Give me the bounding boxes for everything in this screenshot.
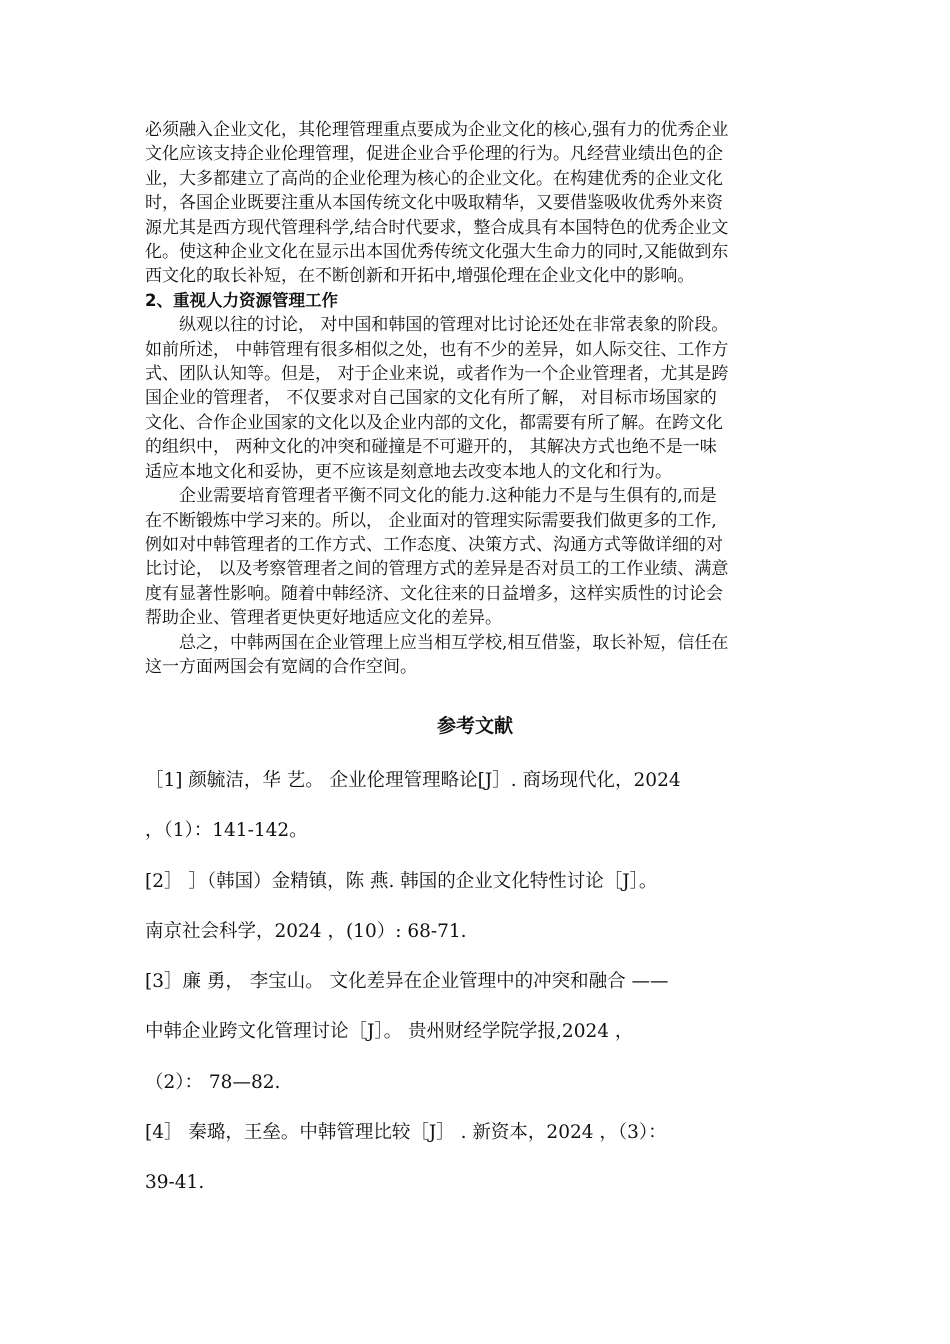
reference-line: [2］ ］（韩国）金精镇，陈 燕. 韩国的企业文化特性讨论［J］。 [145, 870, 658, 892]
text-line: 文化、合作企业国家的文化以及企业内部的文化，都需要有所了解。在跨文化 [145, 412, 723, 433]
text-line: 必须融入企业文化，其伦理管理重点要成为企业文化的核心,强有力的优秀企业 [145, 120, 729, 140]
reference-line: （2）： 78—82. [145, 1071, 281, 1093]
reference-line: 39-41. [145, 1172, 205, 1194]
reference-line: ［1] 颜毓洁，华 艺。 企业伦理管理略论[J］. 商场现代化，2024 [145, 770, 681, 791]
text-line: 的组织中， 两种文化的冲突和碰撞是不可避开的， 其解决方式也绝不是一味 [145, 437, 717, 458]
text-line: 比讨论， 以及考察管理者之间的管理方式的差异是否对员工的工作业绩、满意 [145, 559, 729, 580]
reference-line: 中韩企业跨文化管理讨论［J］。 贵州财经学院学报,2024 ， [145, 1021, 634, 1043]
text-line: 企业需要培育管理者平衡不同文化的能力.这种能力不是与生俱有的,而是 [179, 486, 717, 507]
paragraph-culture [145, 118, 805, 289]
paragraph-comparison [145, 313, 805, 484]
references-title: 参考文献 [436, 715, 513, 737]
reference-line: [4］ 秦璐，王垒。中韩管理比较［J］ . 新资本，2024 ，（3）： [145, 1122, 667, 1144]
text-line: 纵观以往的讨论， 对中国和韩国的管理对比讨论还处在非常表象的阶段。 [179, 315, 729, 336]
text-line: 式、团队认知等。但是， 对于企业来说，或者作为一个企业管理者，尤其是跨 [145, 364, 729, 385]
paragraph-managers [145, 484, 805, 630]
text-line: 总之，中韩两国在企业管理上应当相互学校,相互借鉴，取长补短，信任在 [179, 632, 729, 653]
reference-line: [3］廉 勇， 李宝山。 文化差异在企业管理中的冲突和融合 —— [145, 971, 669, 993]
reference-line: 南京社会科学，2024 ，(10）: 68-71. [145, 920, 467, 942]
section-heading: 2、重视人力资源管理工作 [145, 290, 338, 310]
references-list [145, 756, 825, 1209]
text-line: 西文化的取长补短，在不断创新和开拓中,增强伦理在企业文化中的影响。 [145, 266, 695, 287]
text-line: 帮助企业、管理者更快更好地适应文化的差异。 [145, 608, 502, 629]
paragraph-conclusion [145, 631, 805, 680]
text-line: 度有显著性影响。随着中韩经济、文化往来的日益增多，这样实质性的讨论会 [145, 583, 723, 604]
text-line: 业，大多都建立了高尚的企业伦理为核心的企业文化。在构建优秀的企业文化 [145, 168, 723, 189]
reference-line: ，（1）：141-142。 [145, 820, 308, 842]
text-line: 国企业的管理者， 不仅要求对自己国家的文化有所了解， 对目标市场国家的 [145, 388, 717, 409]
text-line: 文化应该支持企业伦理管理，促进企业合乎伦理的行为。凡经营业绩出色的企 [145, 144, 723, 165]
text-line: 化。使这种企业文化在显示出本国优秀传统文化强大生命力的同时,又能做到东 [145, 242, 729, 263]
text-line: 如前所述， 中韩管理有很多相似之处，也有不少的差异，如人际交往、工作方 [145, 339, 729, 360]
text-line: 这一方面两国会有宽阔的合作空间。 [145, 656, 417, 677]
text-line: 时，各国企业既要注重从本国传统文化中吸取精华，又要借鉴吸收优秀外来资 [145, 193, 723, 214]
document-page [145, 118, 805, 1194]
text-line: 在不断锻炼中学习来的。所以， 企业面对的管理实际需要我们做更多的工作, [145, 510, 717, 531]
text-line: 适应本地文化和妥协，更不应该是刻意地去改变本地人的文化和行为。 [145, 461, 672, 482]
text-line: 源尤其是西方现代管理科学,结合时代要求，整合成具有本国特色的优秀企业文 [145, 217, 729, 238]
text-line: 例如对中韩管理者的工作方式、工作态度、决策方式、沟通方式等做详细的对 [145, 534, 723, 555]
